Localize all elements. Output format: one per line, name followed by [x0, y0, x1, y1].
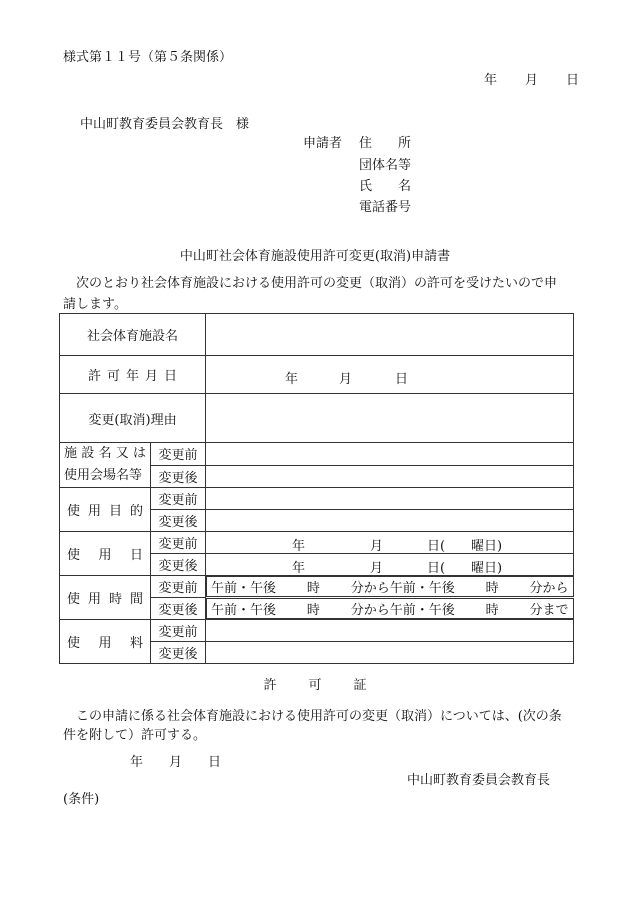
fee-before-value[interactable] [206, 620, 574, 642]
before-label: 変更前 [151, 620, 206, 642]
applicant-group-label: 団体名等 [359, 158, 412, 173]
document-title: 中山町社会体育施設使用許可変更(取消)申請書 [179, 249, 451, 264]
after-label: 変更後 [151, 510, 206, 532]
after-label: 変更後 [151, 465, 206, 488]
permit-date: 年 月 日 [130, 755, 222, 770]
before-label: 変更前 [151, 488, 206, 510]
fee-label: 使 用 料 [60, 620, 151, 664]
date-month: 月 [525, 73, 539, 88]
reason-value[interactable] [206, 394, 574, 443]
use-date-after-value[interactable]: 年 月 日( 曜日) [206, 554, 574, 576]
reason-row [60, 394, 574, 443]
intro-text: 次のとおり社会体育施設における使用許可の変更（取消）の許可を受けたいので申請します。 [63, 276, 558, 312]
fee-before-row [60, 620, 574, 642]
form-number: 様式第１１号（第５条関係） [63, 50, 233, 65]
applicant-name-label: 氏 名 [359, 179, 412, 194]
application-date [484, 73, 579, 89]
use-time-label: 使 用 時 間 [60, 576, 151, 620]
purpose-before-value[interactable] [206, 488, 574, 510]
permit-date-row [60, 356, 574, 394]
before-label: 変更前 [151, 532, 206, 554]
applicant-address-label: 住 所 [359, 136, 412, 151]
use-time-after-value[interactable]: 午前・午後 時 分から午前・午後 時 分まで [206, 598, 573, 619]
fee-after-value[interactable] [206, 642, 574, 664]
conditions-label: (条件) [63, 792, 100, 807]
purpose-label: 使 用 目 的 [60, 488, 151, 532]
permit-title: 許 可 証 [263, 678, 367, 693]
use-time-before-value[interactable]: 午前・午後 時 分から午前・午後 時 分から [206, 576, 573, 597]
facility-value[interactable] [206, 314, 574, 356]
purpose-before-row [60, 488, 574, 510]
facility-name-after-value[interactable] [206, 465, 574, 488]
use-date-before-row [60, 532, 574, 554]
use-time-before-row [60, 576, 574, 598]
reason-label: 変更(取消)理由 [60, 394, 206, 443]
facility-name-before-row [60, 443, 574, 466]
application-table [59, 313, 574, 664]
facility-name-before-value[interactable] [206, 443, 574, 466]
facility-name-label: 施 設 名 又 は 使用会場名等 [60, 443, 151, 488]
facility-row [60, 314, 574, 356]
permit-date-value[interactable]: 年 月 日 [206, 356, 574, 394]
before-label: 変更前 [151, 443, 206, 466]
use-date-label: 使 用 日 [60, 532, 151, 576]
applicant-phone-label: 電話番号 [359, 200, 412, 215]
purpose-after-value[interactable] [206, 510, 574, 532]
after-label: 変更後 [151, 642, 206, 664]
permit-text: この申請に係る社会体育施設における使用許可の変更（取消）については、(次の条件を附して）許可する。 [63, 709, 562, 743]
permit-date-label: 許 可 年 月 日 [60, 356, 206, 394]
date-day: 日 [566, 73, 580, 88]
issuer: 中山町教育委員会教育長 [407, 773, 551, 788]
date-year: 年 [484, 73, 498, 88]
use-date-before-value[interactable]: 年 月 日( 曜日) [206, 532, 574, 554]
facility-label: 社会体育施設名 [60, 314, 206, 356]
applicant-label: 申請者 [303, 136, 343, 151]
before-label: 変更前 [151, 576, 206, 598]
after-label: 変更後 [151, 554, 206, 576]
addressee: 中山町教育委員会教育長 様 [80, 117, 250, 132]
after-label: 変更後 [151, 598, 206, 620]
